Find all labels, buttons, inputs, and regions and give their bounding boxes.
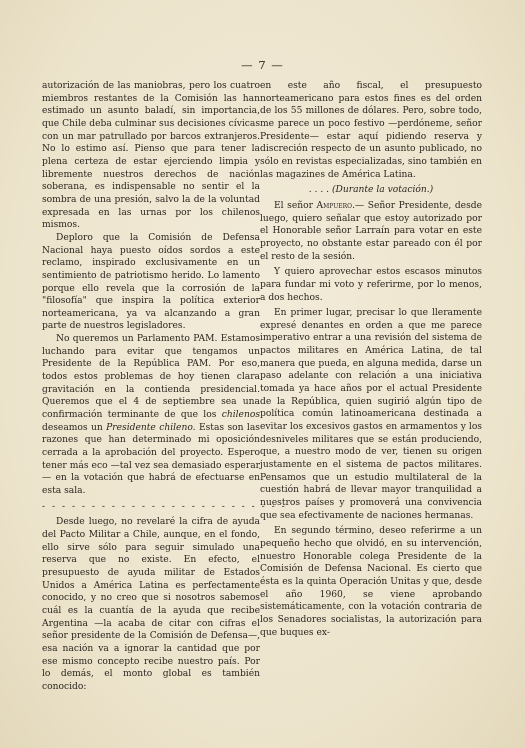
left-paragraph-2: Deploro que la Comisión de Defensa Nacional haya puesto oídos sordos a este reclamo, inspirado exclusivamente en un sentimiento de patriotismo herido. Lo lamento porque ello revela que la corrosión de la "filosofía" que inspira la política exterior norteamericana, ya va alcanzando a gran parte de nuestros legisladores. <box>42 232 260 332</box>
left-paragraph-1: autorización de las maniobras, pero los cuatro miembros restantes de la Comisión las han estimado un asunto baladí, sin importancia, que Chile deba culminar sus decisiones cívicas con un mar patrullado por barcos extranjeros. No lo estimo así. Pienso que para tener la plena certeza de estar ejerciendo limpia y libremente nuestros derechos de nación soberana, es indispensable no sentir el la sombra de una presión, salvo la de la voluntad expresada en las urnas por los chilenos mismos. <box>42 81 260 231</box>
right-paragraph-2 <box>260 200 482 263</box>
left-paragraph-3-italic-chilenos: chilenos <box>221 410 260 421</box>
left-paragraph-3-mid: deseamos un <box>42 422 107 433</box>
speaker-intro: El señor <box>274 200 317 211</box>
stage-direction: . . . . (Durante la votación.) <box>308 185 434 196</box>
speaker-remarks: — Señor Presidente, desde luego, quiero señalar que estoy autorizado por el Honorable señor Larraín para votar en este proyecto, no obstante estar pareado con él por el resto de la sesión. <box>260 200 482 262</box>
right-paragraph-3: Y quiero aprovechar estos escasos minutos para fundar mi voto y referirme, por lo menos, a dos hechos. <box>260 267 482 303</box>
left-paragraph-3 <box>42 333 260 498</box>
left-paragraph-3-start: No queremos un Parlamento PAM. Estamos luchando para evitar que tengamos un Presidente de la República PAM. Por eso, todos estos problemas de hoy tienen clara gravitación en la contienda presidencial. Queremos que el 4 de septiembre sea una confirmación terminante de que los <box>42 334 260 421</box>
page-number: — 7 — <box>241 58 284 72</box>
left-column <box>42 80 287 694</box>
right-column <box>260 80 482 639</box>
left-paragraph-3-end: Estas son las razones que han determinado mi oposición cerrada a la aprobación del proyecto. Espero tener más eco —tal vez sea demasiado esperar— en la votación que habrá de efectuarse en esta sala. <box>42 422 260 496</box>
section-separator: - - - - - - - - - - - - - - - - - - - - - - - - - <box>42 501 287 512</box>
left-paragraph-3-italic-presidente: Presidente chileno. <box>106 422 196 433</box>
right-paragraph-1: en este año fiscal, el presupuesto norteamericano para estos fines es del orden de los 55 millones de dólares. Pero, sobre todo, me parece un poco festivo —perdóneme, señor Presidente— estar aquí pidiendo reserva y discreción respecto de un asunto publicado, no sólo en revistas especializadas, sino también en las magazines de América Latina. <box>260 81 482 180</box>
right-paragraph-4: En primer lugar, precisar lo que lleramente expresé denantes en orden a que me parece imperativo entrar a una revisión del sistema de pactos militares en América Latina, de tal manera que pueda, en alguna medida, darse un paso adelante con relación a una iniciativa tomada ya hace años por el actual Presidente de la República, quien sugirió algún tipo de política común latinoamericana destinada a evitar los excesivos gastos en armamentos y los desniveles militares que se están produciendo, que, a nuestro modo de ver, tienen su origen justamente en el sistema de pactos militares. Pensamos que un estudio multilateral de la cuestión habrá de llevar mayor tranquilidad a nuestros países y promoverá una convivencia que sea efectivamente de naciones hermanas. <box>260 308 482 521</box>
right-paragraph-5: En segundo término, deseo referirme a un pequeño hecho que olvidó, en su intervención, nuestro Honorable colega Presidente de la Comisión de Defensa Nacional. Es cierto que ésta es la quinta Operación Unitas y que, desde el año 1960, se viene aprobando sistemáticamente, con la votación contraria de los Senadores socialistas, la autorización para que buques ex- <box>260 526 482 638</box>
left-paragraph-4: Desde luego, no revelaré la cifra de ayuda del Pacto Militar a Chile, aunque, en el fondo, ello sirve sólo para seguir simulado una reserva que no existe. En efecto, el presupuesto de ayuda militar de Estados Unidos a América Latina es perfectamente conocido, y no creo que si nosotros sabemos cuál es la cuantía de la ayuda que recibe Argentina —la acaba de citar con cifras el señor presidente de la Comisión de Defensa—, esa nación va a ignorar la cantidad que por ese mismo concepto recibe nuestro país. Por lo demás, el monto global es también conocido: <box>42 517 260 692</box>
speaker-name: Ampuero. <box>316 200 355 211</box>
